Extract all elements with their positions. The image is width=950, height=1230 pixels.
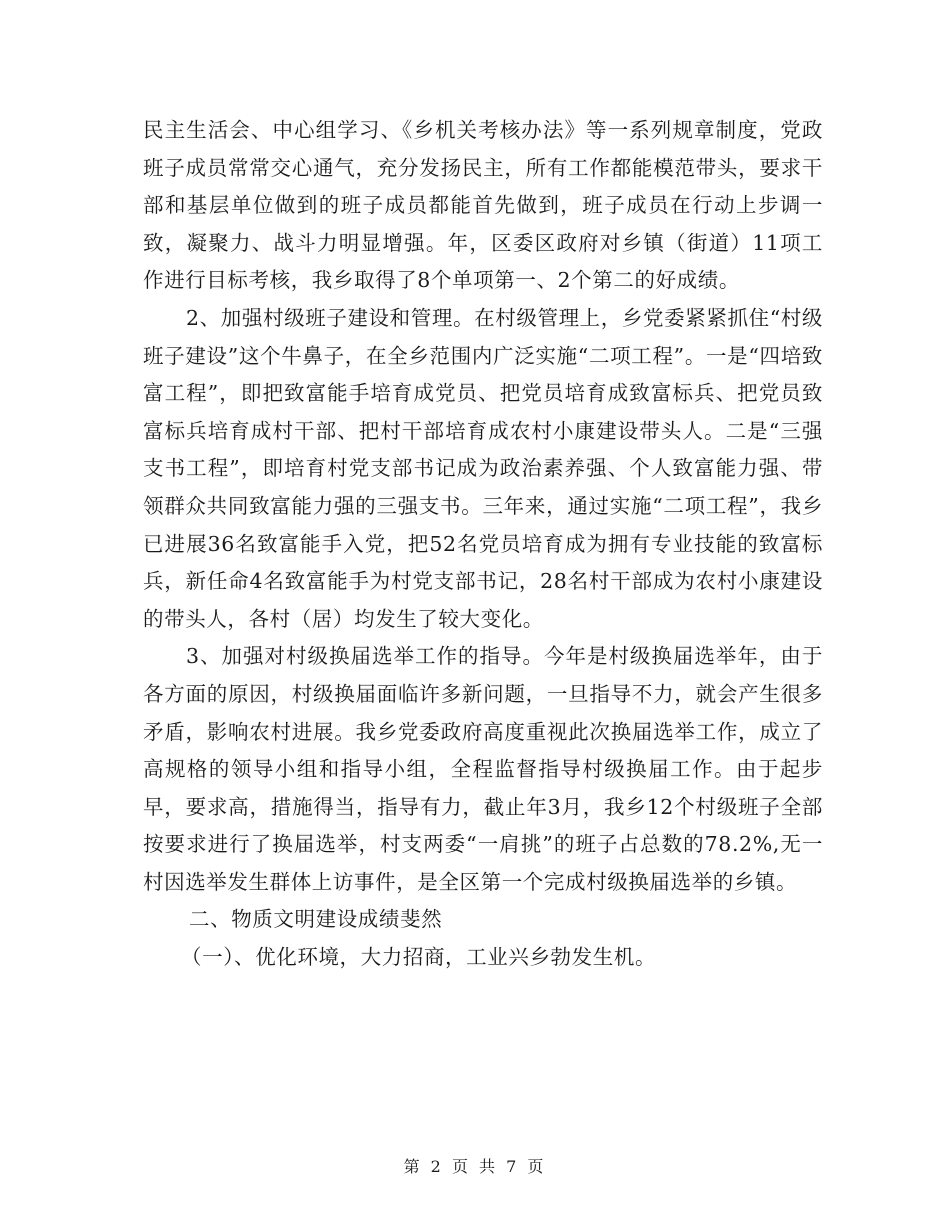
paragraph-continuation: 民主生活会、中心组学习、《乡机关考核办法》等一系列规章制度，党政班子成员常常交心通气，充分发扬民主，所有工作都能模范带头，要求干部和基层单位做到的班子成员都能首先做到，班子成员在行动上步调一致，凝聚力、战斗力明显增强。年，区委区政府对乡镇（街道）11项工作进行目标考核，我乡取得了8个单项第一、2个第二的好成绩。 [143, 118, 823, 293]
document-body [143, 112, 823, 977]
section-heading: 二、物质文明建设成绩斐然 [189, 907, 443, 932]
paragraph-election-guidance: 3、加强对村级换届选举工作的指导。今年是村级换届选举年，由于各方面的原因，村级换届面临许多新问题，一旦指导不力，就会产生很多矛盾，影响农村进展。我乡党委政府高度重视此次换届选举工作，成立了高规格的领导小组和指导小组，全程监督指导村级换届工作。由于起步早，要求高，措施得当，指导有力，截止年3月，我乡12个村级班子全部按要求进行了换届选举，村支两委“一肩挑”的班子占总数的78.2%,无一村因选举发生群体上访事件，是全区第一个完成村级换届选举的乡镇。 [143, 644, 823, 894]
subsection-heading: （一）、优化环境，大力招商，工业兴乡勃发生机。 [181, 945, 657, 970]
page-number-footer: 第 2 页 共 7 页 [403, 1157, 547, 1176]
paragraph-village-leadership: 2、加强村级班子建设和管理。在村级管理上，乡党委紧紧抓住“村级班子建设”这个牛鼻子，在全乡范围内广泛实施“二项工程”。一是“四培致富工程”，即把致富能手培育成党员、把党员培育成致富标兵、把党员致富标兵培育成村干部、把村干部培育成农村小康建设带头人。二是“三强支书工程”，即培育村党支部书记成为政治素养强、个人致富能力强、带领群众共同致富能力强的三强支书。三年来，通过实施“二项工程”，我乡已进展36名致富能手入党，把52名党员培育成为拥有专业技能的致富标兵，新任命4名致富能手为村党支部书记，28名村干部成为农村小康建设的带头人，各村（居）均发生了较大变化。 [143, 305, 823, 631]
